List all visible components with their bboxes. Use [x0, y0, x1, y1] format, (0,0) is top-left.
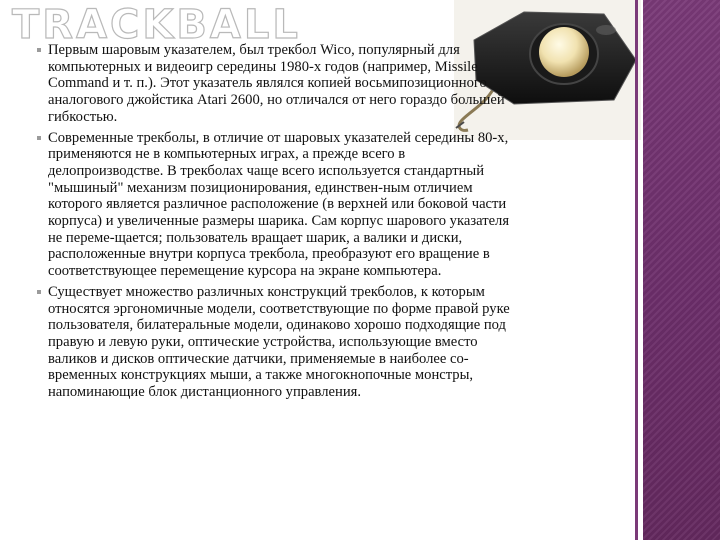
paragraph-1: Первым шаровым указателем, был трекбол Wico, популярный для компьютерных и видеоигр середины 1980-х годов (например, Missile Command и т. п.). Этот указатель являлся копией восьмипозиционного аналогового джойстика Atari 2600, но отличался от него гораздо большей гибкостью. [48, 42, 523, 126]
side-divider [635, 0, 638, 540]
paragraph-3: Существует множество различных конструкций трекболов, к которым относятся эргономичные модели, соответствующие по форме правой руке пользователя, билатеральные модели, одинаково хорошо подходящие под правую и левую руки, оптические устройства, использующие вместо валиков и дисков оптические датчики, применяемые в наиболее со-временных конструкциях мыши, а также многокнопочные монстры, напоминающие блок дистанционного управления. [48, 284, 523, 401]
slide-title: TRACKBALL [12, 2, 301, 48]
side-panel [643, 0, 720, 540]
body-text [48, 42, 523, 405]
paragraph-2: Современные трекболы, в отличие от шаровых указателей середины 80-х, применяются не в компьютерных играх, а прежде всего в делопроизводстве. В трекболах чаще всего используется стандартный "мышиный" механизм позиционирования, единствен-ным отличием которого является различное расположение (в верхней или боковой части корпуса) и увеличенные размеры шарика. Сам корпус шарового указателя не переме-щается; пользователь вращает шарик, а валики и диски, расположенные внутри корпуса трекбола, преобразуют его вращение в соответствующее перемещение курсора на экране компьютера. [48, 130, 523, 280]
